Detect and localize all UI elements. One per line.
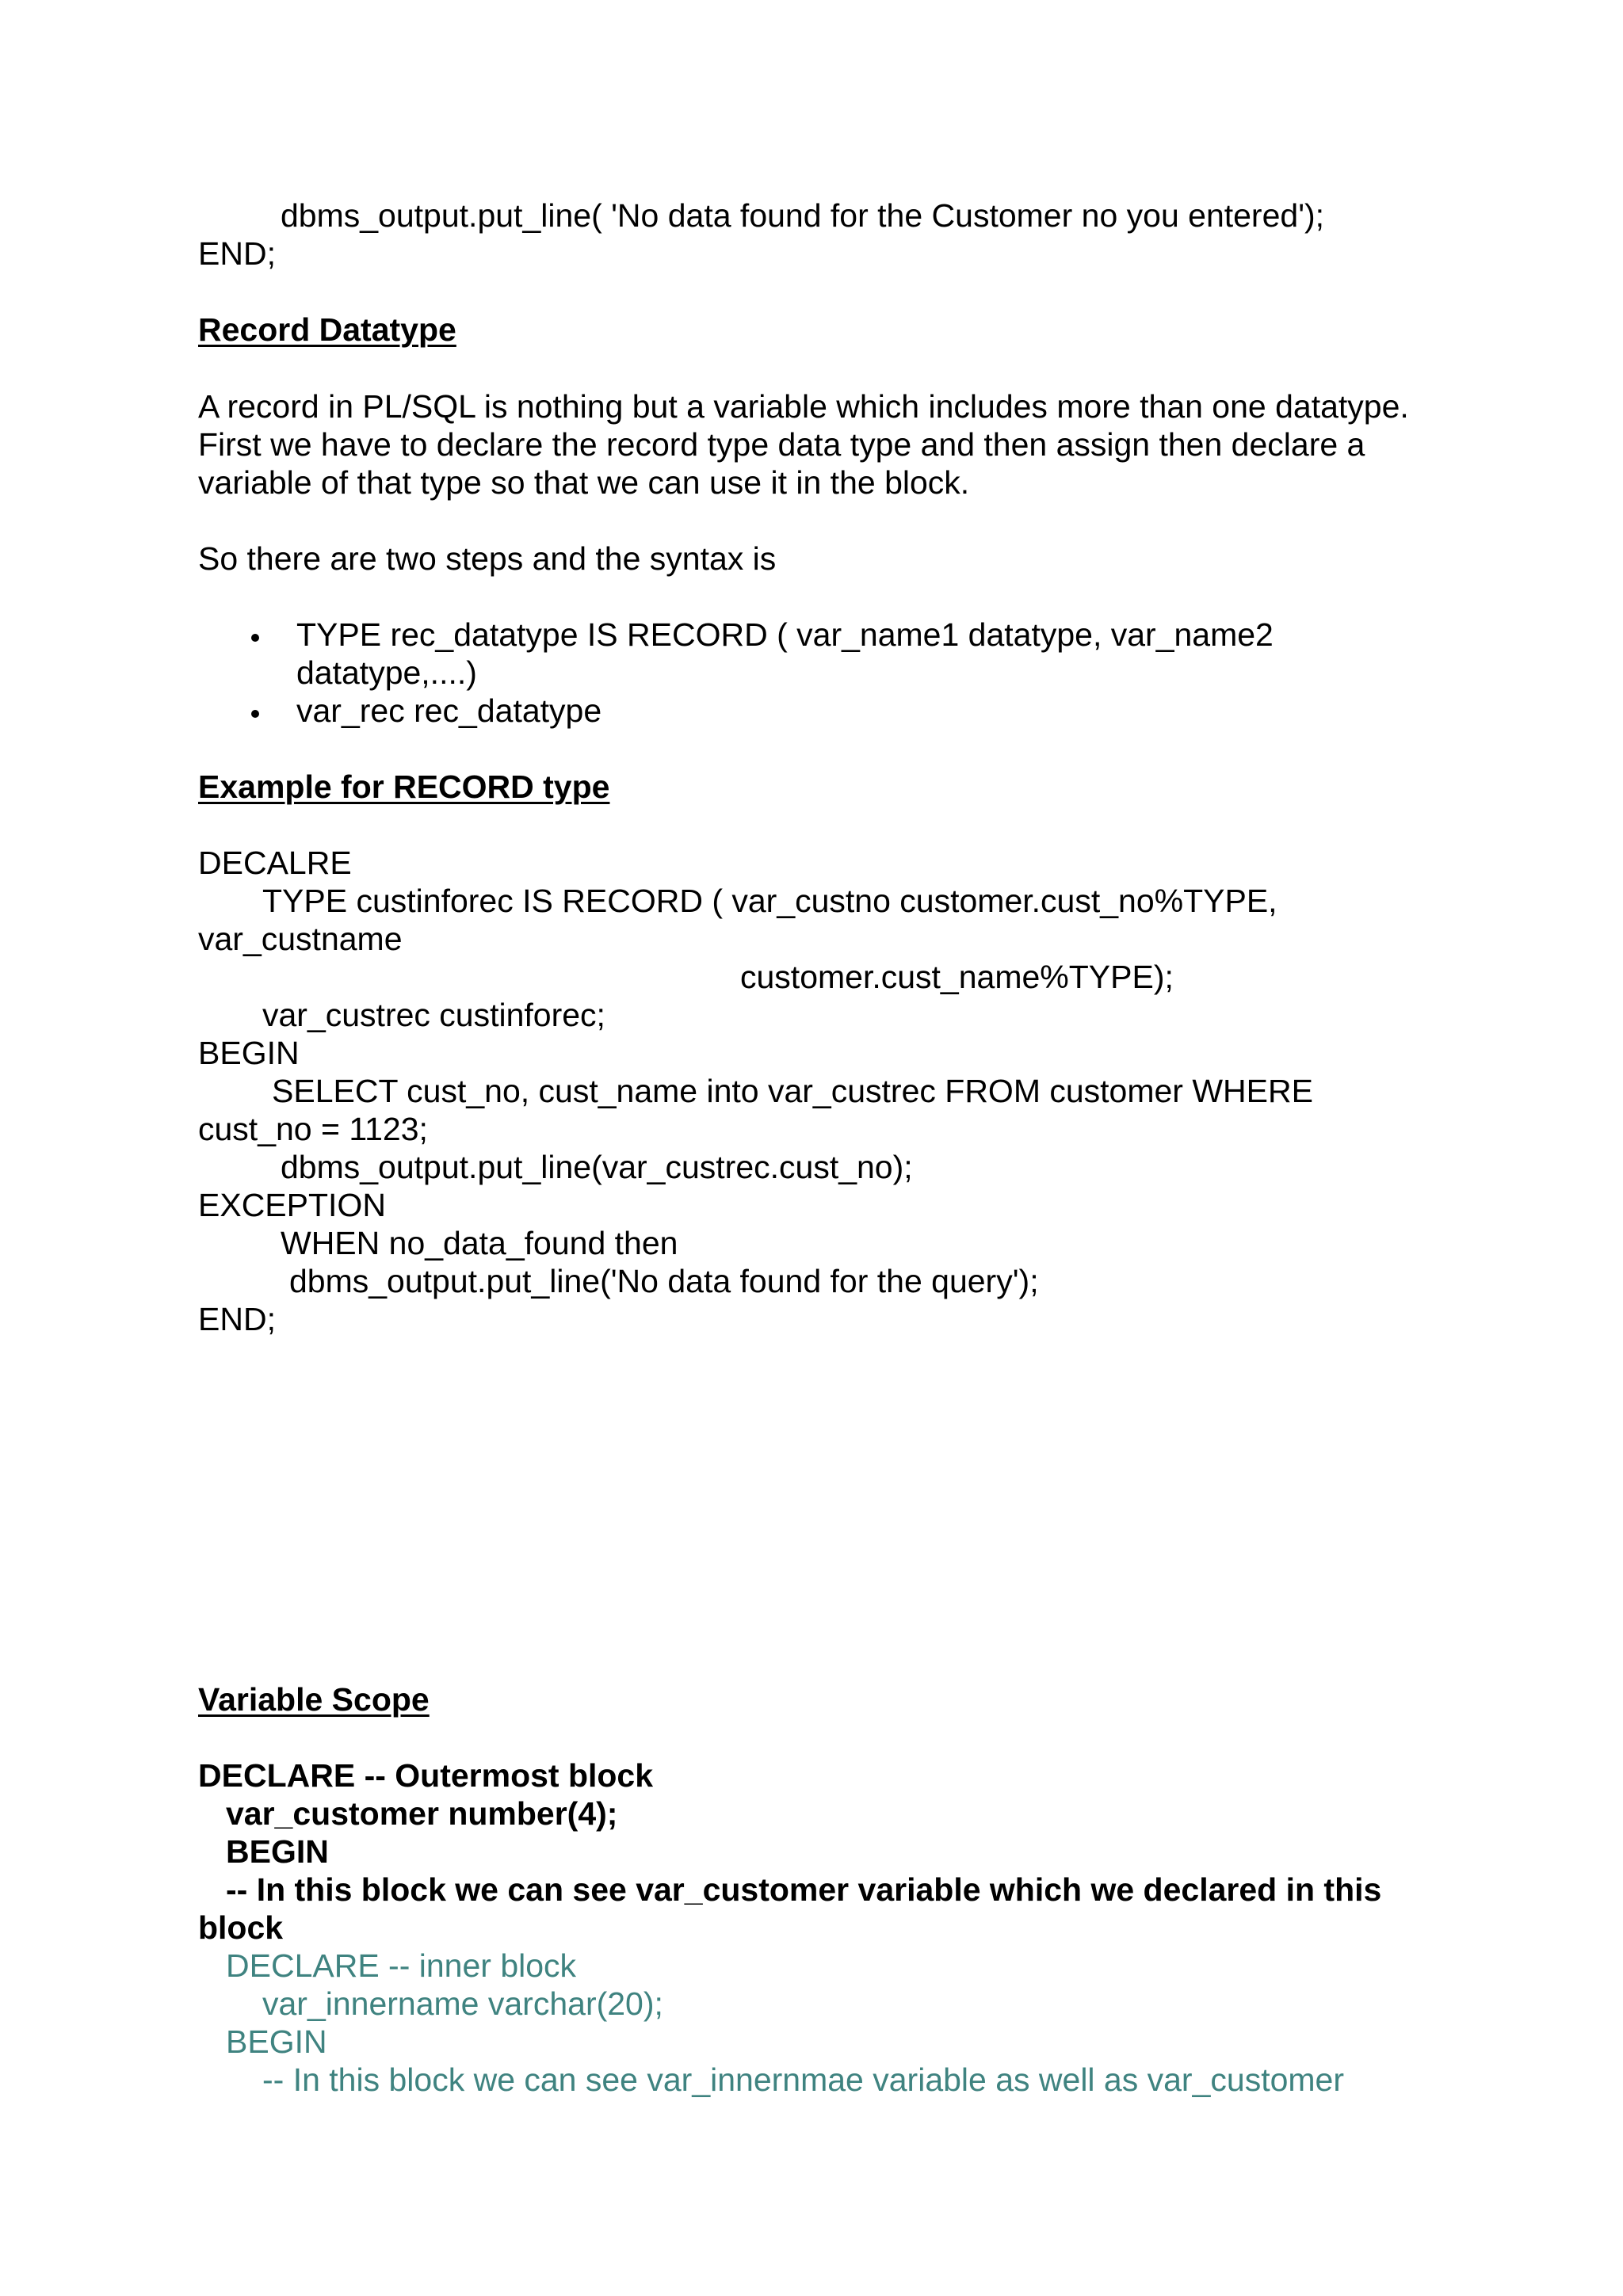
code-line: WHEN no_data_found then (281, 1225, 678, 1261)
bullet-item-line: TYPE rec_datatype IS RECORD ( var_name1 datatype, var_name2 (296, 616, 1274, 653)
bullet-icon (251, 710, 259, 718)
code-line: EXCEPTION (198, 1187, 386, 1223)
code-line: BEGIN (198, 1035, 300, 1071)
code-line: DECLARE -- Outermost block (198, 1757, 654, 1794)
paragraph-line: A record in PL/SQL is nothing but a variable which includes more than one datatype. (198, 388, 1409, 425)
code-line: DECALRE (198, 845, 352, 881)
paragraph-line: variable of that type so that we can use it in the block. (198, 464, 970, 501)
code-line: SELECT cust_no, cust_name into var_custrec FROM customer WHERE (272, 1073, 1313, 1109)
code-line: dbms_output.put_line(var_custrec.cust_no); (281, 1149, 913, 1185)
code-line: var_custrec custinforec; (262, 997, 605, 1033)
code-line: dbms_output.put_line('No data found for the query'); (289, 1263, 1039, 1299)
inner-code-line: DECLARE -- inner block (226, 1947, 577, 1984)
inner-code-line: BEGIN (226, 2023, 327, 2060)
code-line: cust_no = 1123; (198, 1111, 428, 1147)
code-line: TYPE custinforec IS RECORD ( var_custno customer.cust_no%TYPE, (262, 883, 1277, 919)
syntax-intro: So there are two steps and the syntax is (198, 540, 777, 577)
inner-code-line: var_innername varchar(20); (262, 1985, 663, 2022)
code-line: END; (198, 235, 276, 272)
section-heading-record-datatype: Record Datatype (198, 311, 456, 348)
code-line: block (198, 1909, 284, 1946)
inner-code-line: -- In this block we can see var_innernmae variable as well as var_customer (262, 2061, 1344, 2098)
paragraph-line: First we have to declare the record type data type and then assign then declare a (198, 426, 1365, 463)
code-line: customer.cust_name%TYPE); (740, 959, 1174, 995)
code-line: END; (198, 1301, 276, 1337)
code-line: -- In this block we can see var_customer variable which we declared in this (226, 1871, 1382, 1908)
bullet-item-line: var_rec rec_datatype (296, 692, 602, 729)
code-line: var_custname (198, 921, 403, 957)
bullet-icon (251, 634, 259, 642)
section-heading-variable-scope: Variable Scope (198, 1681, 430, 1718)
code-line: BEGIN (226, 1833, 329, 1870)
code-line: var_customer number(4); (226, 1795, 618, 1832)
code-line: dbms_output.put_line( 'No data found for the Customer no you entered'); (281, 197, 1325, 234)
section-heading-example-record: Example for RECORD type (198, 769, 610, 805)
bullet-item-line: datatype,....) (296, 654, 477, 691)
